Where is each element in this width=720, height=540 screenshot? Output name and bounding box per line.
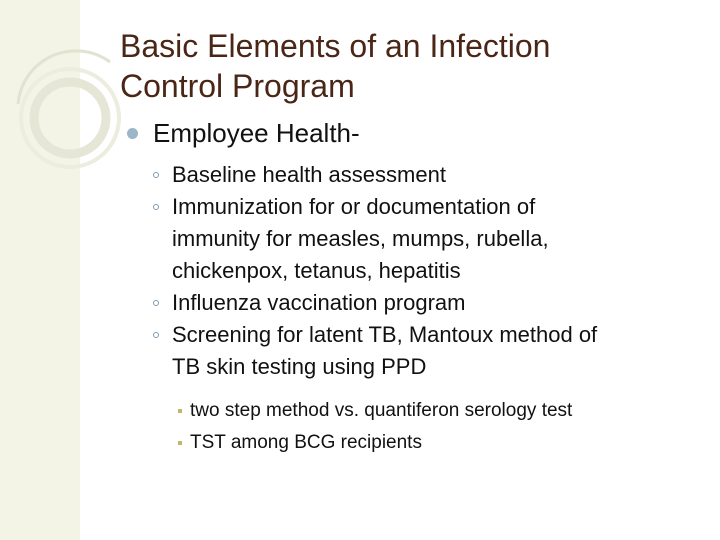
title-line-2: Control Program <box>120 68 355 104</box>
sub-sub-bullet-text: TST among BCG recipients <box>190 432 422 453</box>
decorative-rings <box>0 0 130 170</box>
sub-bullet-text: Baseline health assessment <box>172 162 446 187</box>
sub-bullet-list <box>127 159 697 459</box>
bullet-text: Employee Health- <box>153 118 360 148</box>
ring-bullet-icon <box>153 332 159 338</box>
sub-bullet-text-line-1: Screening for latent TB, Mantoux method of <box>172 322 598 347</box>
square-bullet-icon <box>178 441 182 445</box>
sub-sub-bullet-text: two step method vs. quantiferon serology test <box>190 400 573 421</box>
sub-sub-bullet-tst <box>127 427 697 459</box>
title-line-1: Basic Elements of an Infection <box>120 28 551 64</box>
ring-bullet-icon <box>153 204 159 210</box>
sub-bullet-text-line-2: TB skin testing using PPD <box>172 354 427 379</box>
sub-bullet-tb-screening <box>127 319 697 383</box>
square-bullet-icon <box>178 409 182 413</box>
sub-bullet-text-line-3: chickenpox, tetanus, hepatitis <box>172 258 461 283</box>
slide-title <box>120 26 680 106</box>
sub-bullet-text-line-2: immunity for measles, mumps, rubella, <box>172 226 549 251</box>
sub-bullet-text-line-1: Immunization for or documentation of <box>172 194 536 219</box>
ring-bullet-icon <box>153 172 159 178</box>
sub-bullet-text: Influenza vaccination program <box>172 290 466 315</box>
bullet-dot-icon <box>127 128 138 139</box>
sub-bullet-influenza <box>127 287 697 319</box>
slide-content <box>127 117 697 459</box>
bullet-employee-health <box>127 117 697 149</box>
sub-sub-bullet-list <box>127 395 697 459</box>
ring-bullet-icon <box>153 300 159 306</box>
sub-bullet-baseline <box>127 159 697 191</box>
sub-bullet-immunization <box>127 191 697 287</box>
sub-sub-bullet-two-step <box>127 395 697 427</box>
